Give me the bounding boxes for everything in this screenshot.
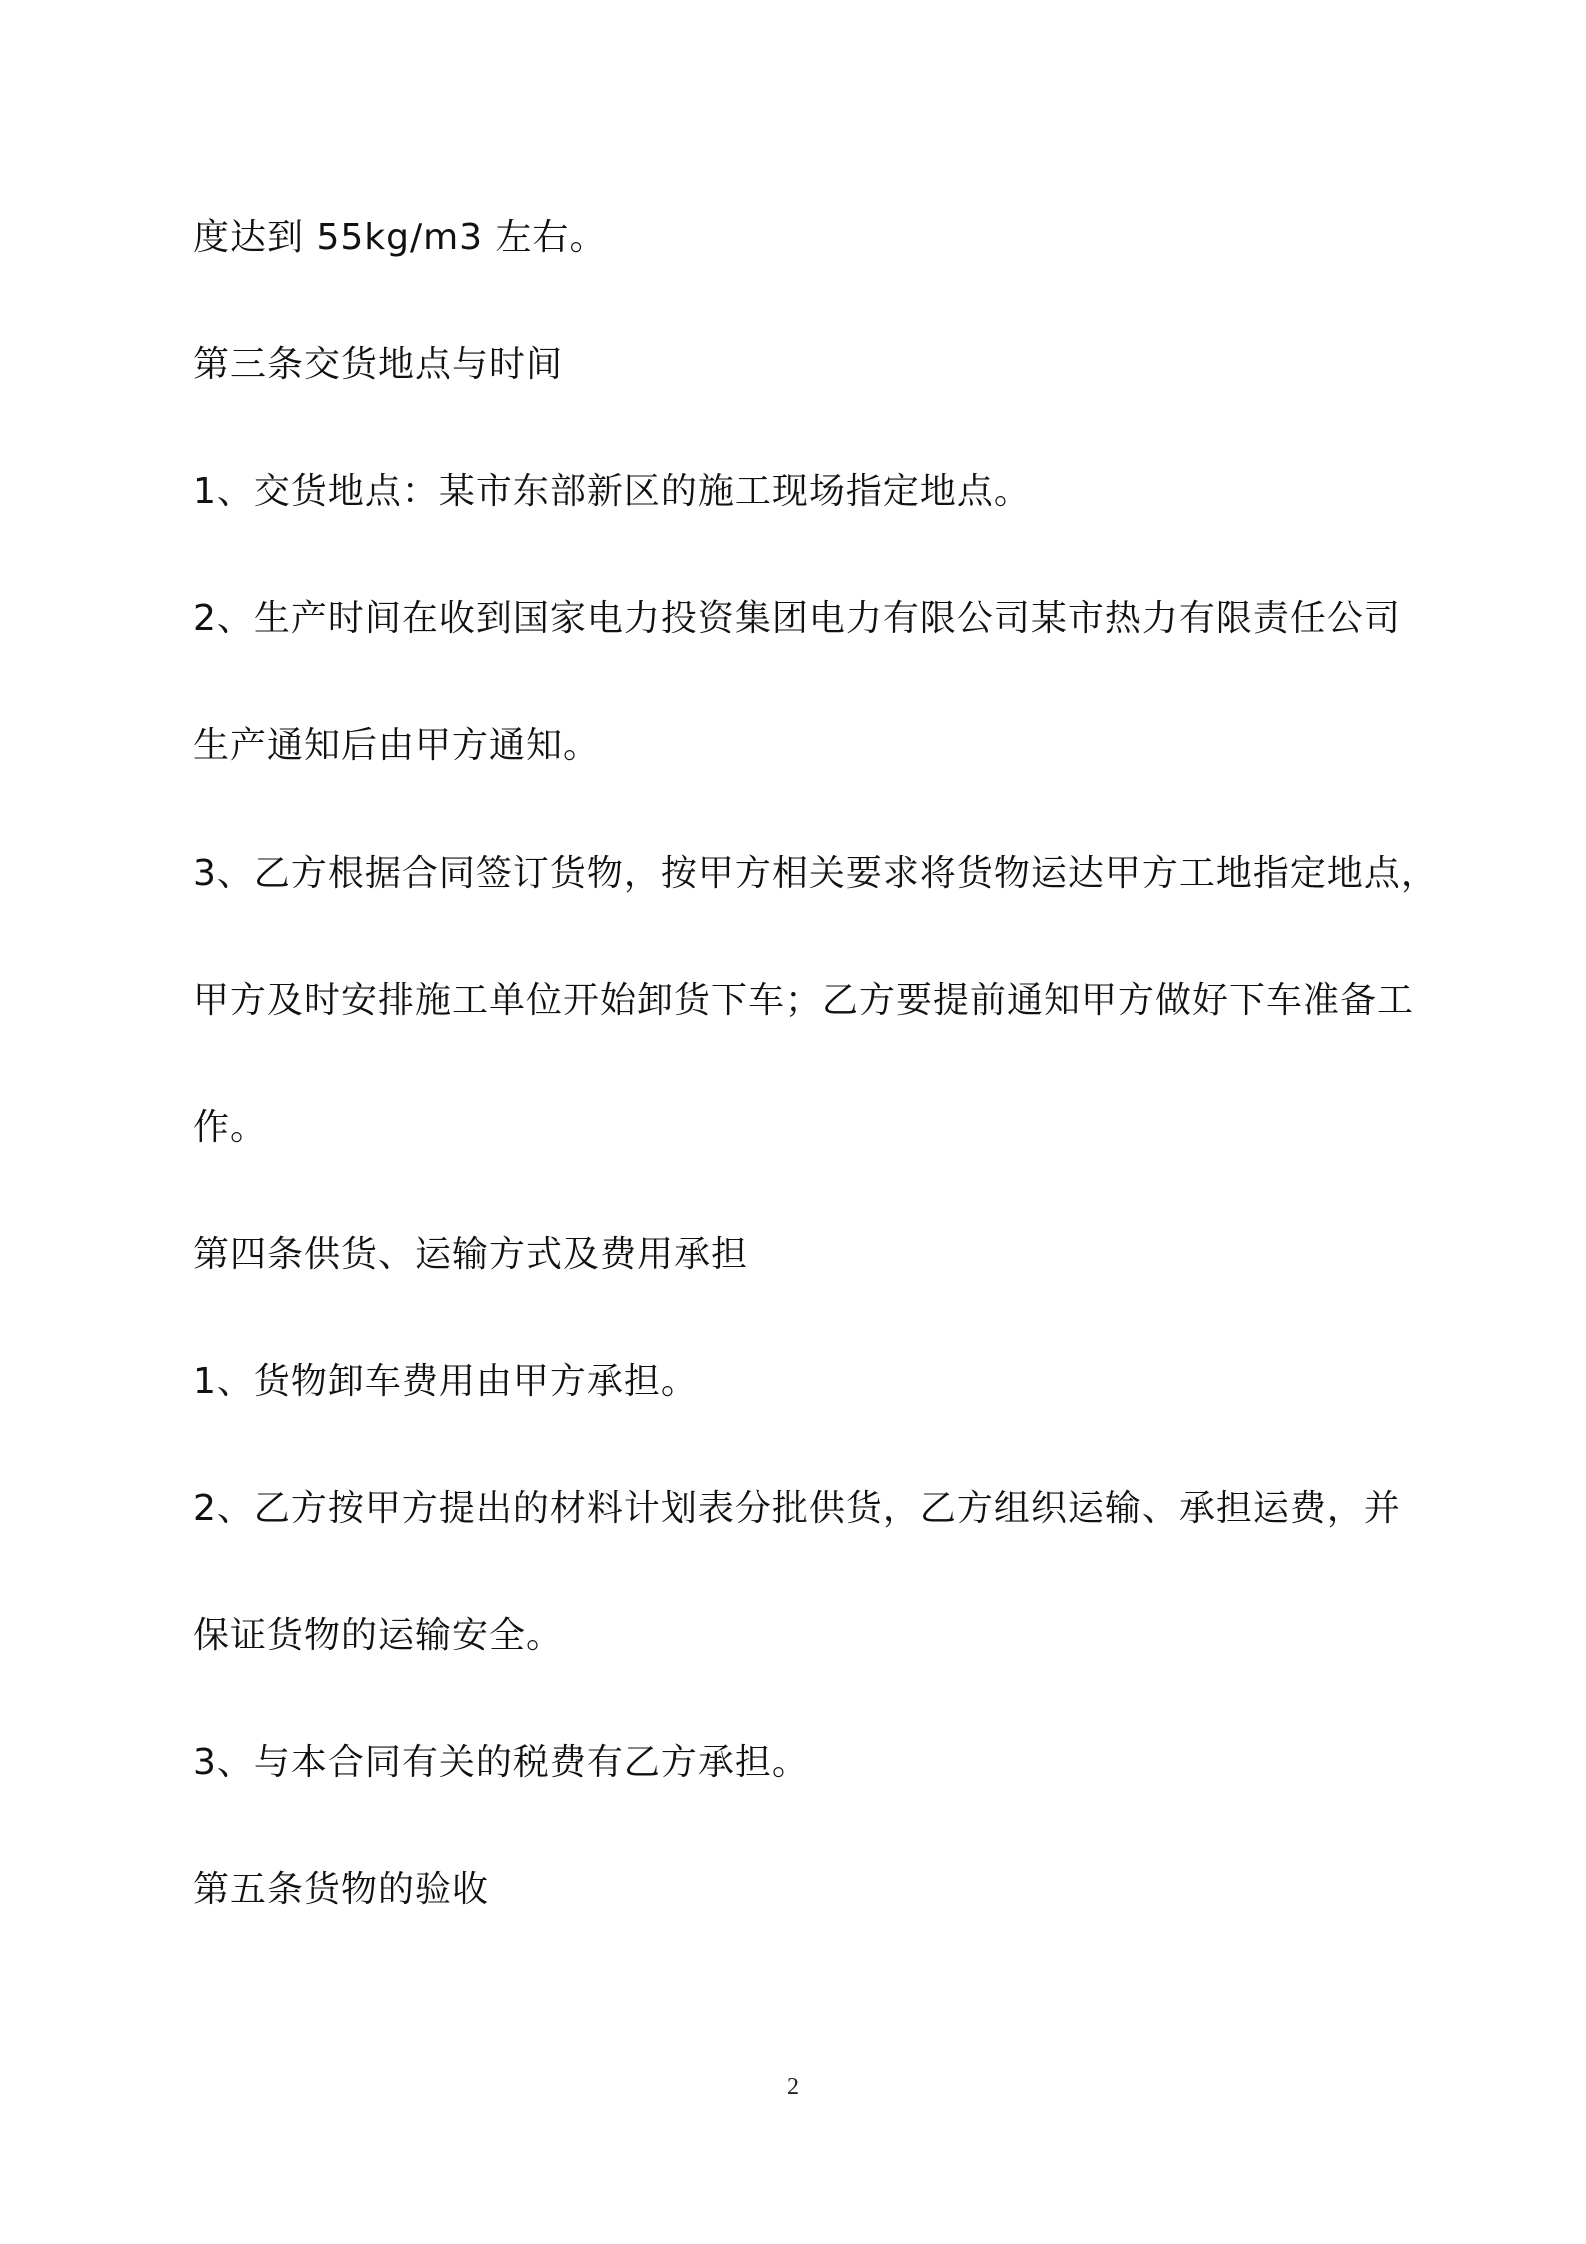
section-heading: 第五条货物的验收 [193, 1869, 490, 1910]
text-line: 1、货物卸车费用由甲方承担。 [193, 1361, 698, 1402]
page-number: 2 [787, 2074, 799, 2100]
text-line: 2、生产时间在收到国家电力投资集团电力有限公司某市热力有限责任公司 [193, 598, 1401, 639]
section-heading: 第三条交货地点与时间 [193, 344, 564, 385]
text-line: 3、与本合同有关的税费有乙方承担。 [193, 1742, 809, 1783]
text-line: 甲方及时安排施工单位开始卸货下车；乙方要提前通知甲方做好下车准备工 [193, 980, 1415, 1021]
text-line: 生产通知后由甲方通知。 [193, 725, 601, 766]
text-line: 作。 [193, 1107, 268, 1148]
text-line: 2、乙方按甲方提出的材料计划表分批供货，乙方组织运输、承担运费，并 [193, 1488, 1401, 1529]
section-heading: 第四条供货、运输方式及费用承担 [193, 1234, 749, 1275]
text-line: 1、交货地点：某市东部新区的施工现场指定地点。 [193, 471, 1031, 512]
text-line: 度达到 55kg/m3 左右。 [193, 217, 607, 258]
text-line: 保证货物的运输安全。 [193, 1615, 564, 1656]
text-line: 3、乙方根据合同签订货物，按甲方相关要求将货物运达甲方工地指定地点， [193, 853, 1438, 894]
